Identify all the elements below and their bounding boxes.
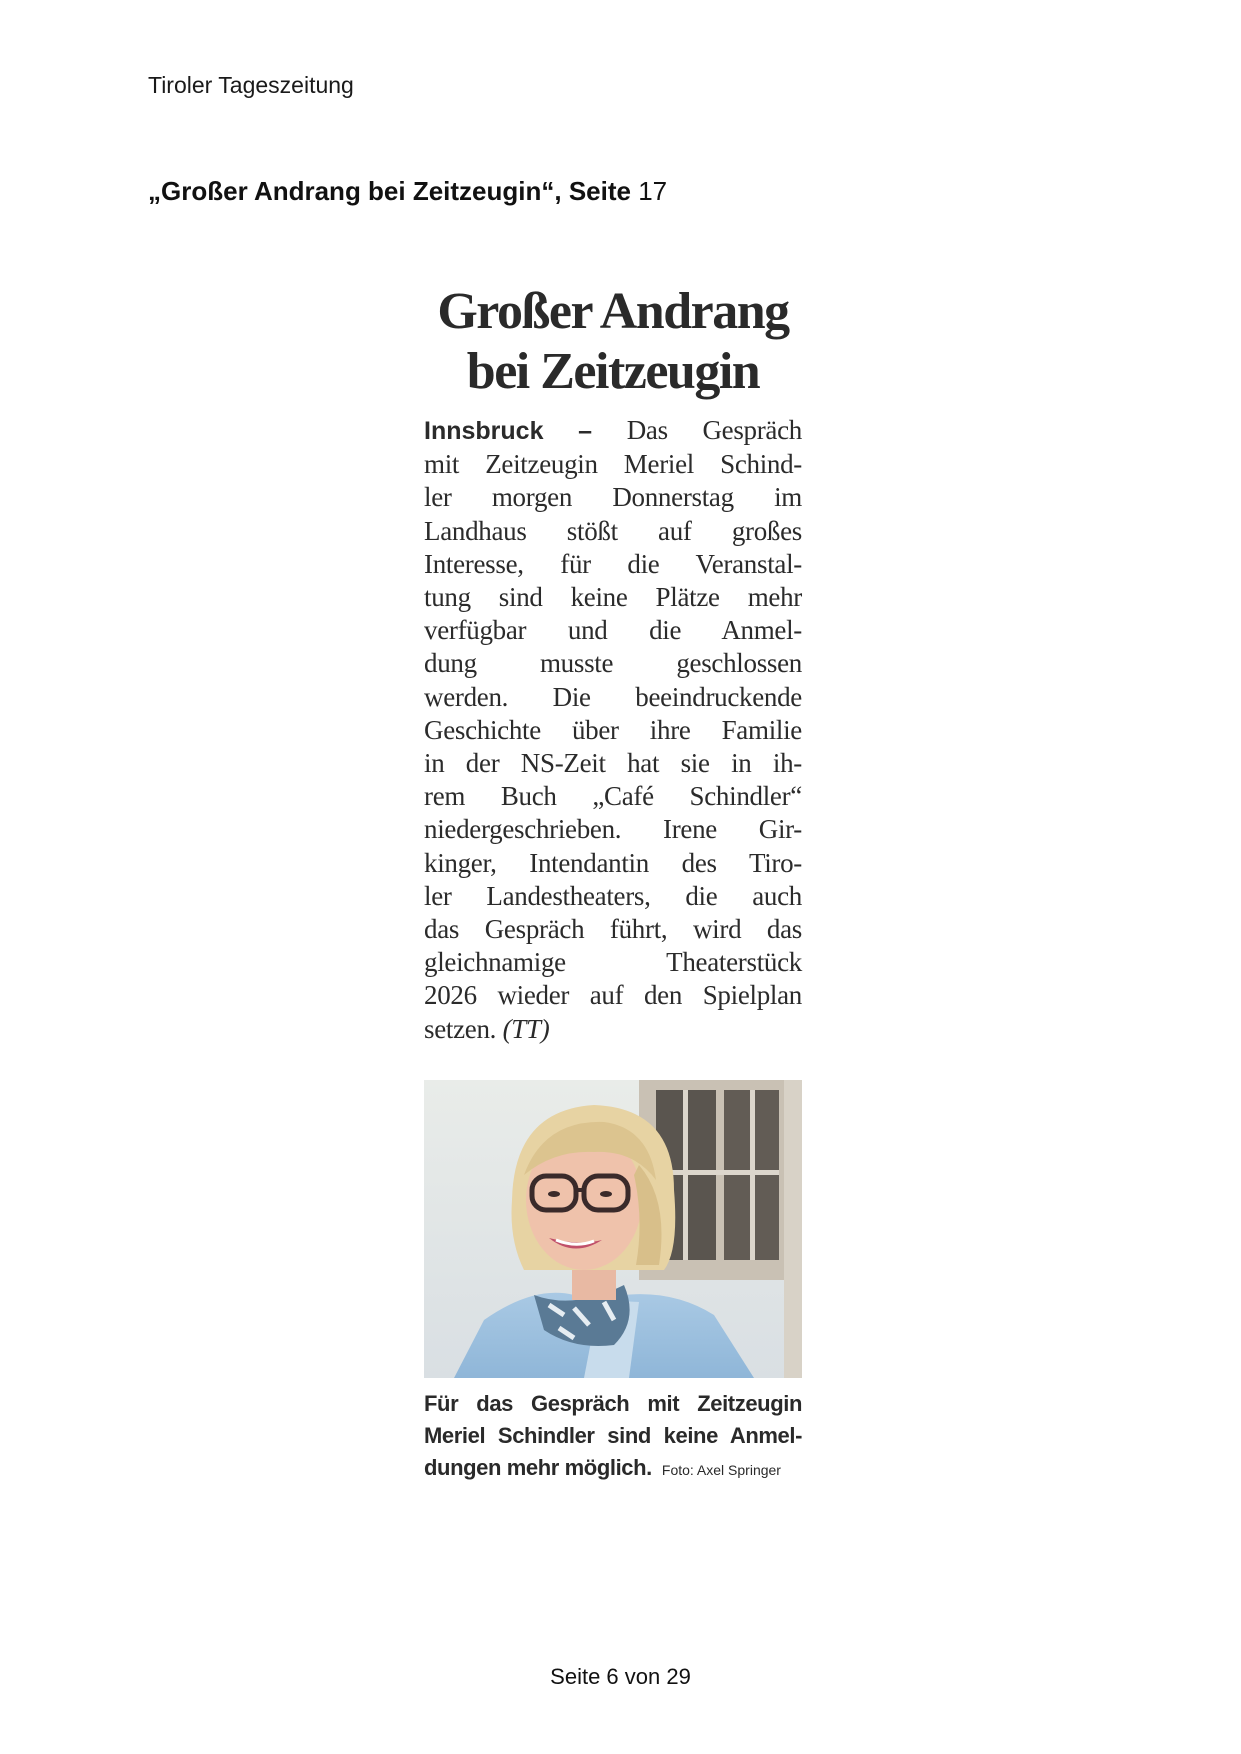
article-line: werden. Die beeindruckende [424, 681, 802, 712]
article-line: gleichnamige Theaterstück [424, 947, 802, 978]
article-photo [424, 1080, 802, 1378]
article-line: kinger, Intendantin des Tiro- [424, 847, 802, 878]
article-line: Interesse, für die Veranstal- [424, 548, 802, 579]
article-line: Landhaus stößt auf großes [424, 515, 802, 546]
article-line: rem Buch „Café Schindler“ [424, 781, 802, 812]
dateline: Innsbruck [424, 417, 544, 445]
article-line: ler morgen Donnerstag im [424, 482, 802, 513]
article-line: ler Landestheaters, die auch [424, 880, 802, 911]
page-indicator: Seite 6 von 29 [550, 1664, 691, 1689]
article-reference [148, 176, 667, 207]
headline-line-1: Großer Andrang [437, 283, 789, 340]
article-line: Innsbruck – Das Gespräch [424, 415, 802, 445]
article-line: dung musste geschlossen [424, 648, 802, 679]
article-reference-page: 17 [638, 176, 668, 206]
article-line: 2026 wieder auf den Spielplan [424, 980, 802, 1011]
photo-credit: Foto: Axel Springer [661, 1461, 781, 1478]
article-line: verfügbar und die Anmel- [424, 615, 802, 646]
article-reference-title: „Großer Andrang bei Zeitzeugin“, Seite [148, 176, 631, 206]
headline-line-2: bei Zeitzeugin [466, 343, 760, 400]
article-line: setzen. (TT) [424, 1013, 550, 1044]
caption-line: dungen mehr möglich. Foto: Axel Springer [424, 1454, 781, 1480]
newspaper-clipping [424, 282, 802, 1486]
article-body [424, 414, 802, 1046]
caption-line: Meriel Schindler sind keine Anmel- [424, 1422, 802, 1448]
caption-line: Für das Gespräch mit Zeitzeugin [424, 1390, 802, 1416]
article-headline [424, 282, 802, 402]
article-line: tung sind keine Plätze mehr [424, 582, 802, 613]
article-line: in der NS-Zeit hat sie in ih- [424, 748, 802, 779]
article-line: mit Zeitzeugin Meriel Schind- [424, 449, 802, 480]
article-line: Geschichte über ihre Familie [424, 714, 802, 745]
publication-name: Tiroler Tageszeitung [148, 72, 354, 98]
article-byline: (TT) [502, 1013, 550, 1044]
dateline-dash: – [578, 417, 593, 445]
article-line: das Gespräch führt, wird das [424, 914, 802, 945]
photo-caption [424, 1388, 802, 1486]
portrait-photo [424, 1080, 802, 1378]
article-line: niedergeschrieben. Irene Gir- [424, 814, 802, 845]
